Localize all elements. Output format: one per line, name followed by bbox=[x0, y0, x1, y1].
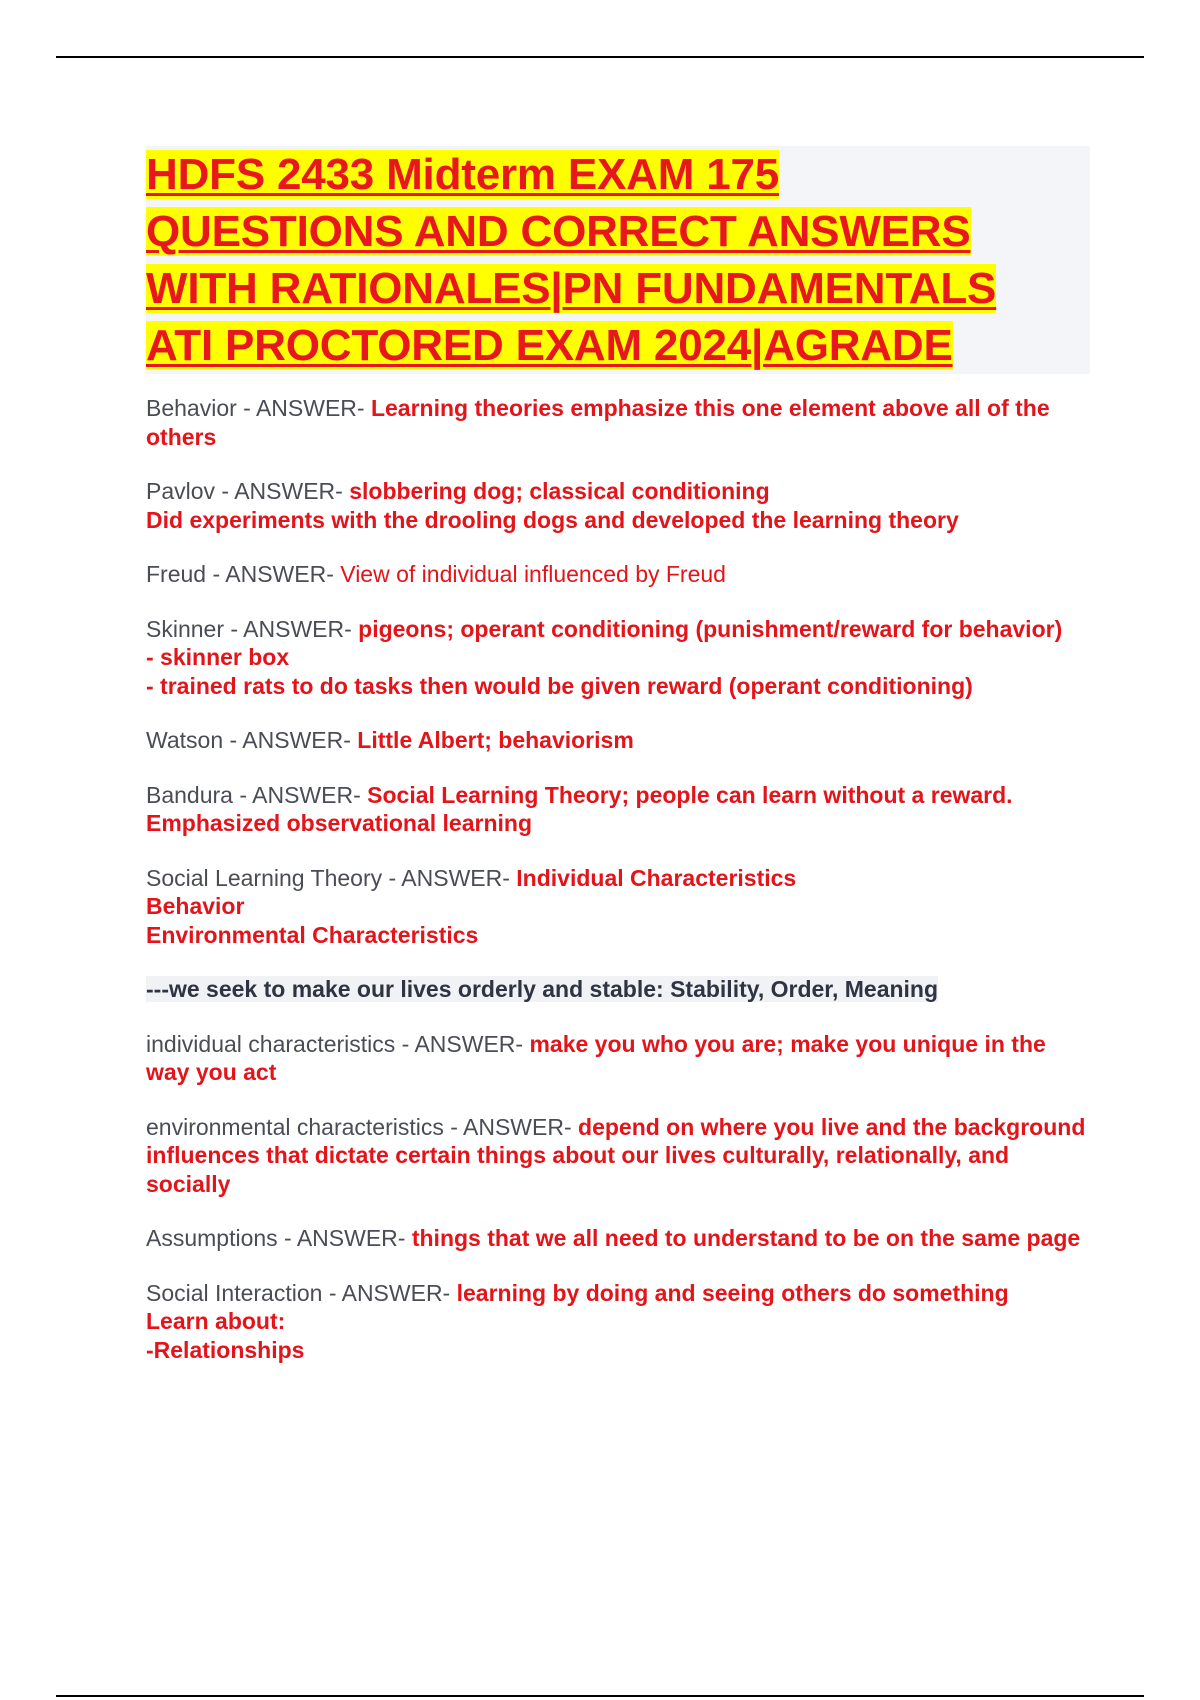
entry-answer: things that we all need to understand to be on the same page bbox=[411, 1225, 1081, 1251]
entry-answer: Individual Characteristics bbox=[516, 864, 797, 891]
entry-term: Social Learning Theory - ANSWER- bbox=[146, 864, 517, 891]
title-line: ATI PROCTORED EXAM 2024|AGRADE bbox=[146, 321, 953, 370]
entry-answer: slobbering dog; classical conditioning bbox=[349, 478, 770, 504]
entry-answer: Learning theories emphasize this one element above all of the others bbox=[146, 395, 1050, 450]
entry-term: Assumptions - ANSWER- bbox=[146, 1225, 412, 1251]
entry-answer: Little Albert; behaviorism bbox=[357, 727, 634, 753]
entry-term: Pavlov - ANSWER- bbox=[146, 478, 350, 504]
entry-answer-line: Learn about: bbox=[146, 1308, 286, 1334]
entry-term: individual characteristics - ANSWER- bbox=[146, 1030, 530, 1057]
entry-term: Bandura - ANSWER- bbox=[146, 781, 368, 808]
note-text: ---we seek to make our lives orderly and stable: Stability, Order, Meaning bbox=[146, 976, 939, 1002]
entry-answer-line: - skinner box bbox=[146, 644, 290, 670]
qa-entry-bandura bbox=[146, 781, 1086, 838]
entry-answer-line: -Relationships bbox=[146, 1336, 305, 1363]
entry-answer: depend on where you live and the background influences that dictate certain things about our lives culturally, relationally, and socially bbox=[146, 1113, 1086, 1197]
entry-term: Behavior - ANSWER- bbox=[146, 395, 371, 421]
qa-list bbox=[146, 394, 1086, 1390]
qa-entry-environmental-characteristics bbox=[146, 1113, 1086, 1199]
entry-answer-line: Environmental Characteristics bbox=[146, 921, 479, 948]
entry-term: environmental characteristics - ANSWER- bbox=[146, 1113, 579, 1140]
title-line: WITH RATIONALES|PN FUNDAMENTALS bbox=[146, 264, 997, 313]
entry-term: Skinner - ANSWER- bbox=[146, 615, 359, 642]
qa-entry-assumptions bbox=[146, 1224, 1086, 1253]
entry-answer: make you who you are; make you unique in the way you act bbox=[146, 1030, 1046, 1085]
top-rule bbox=[56, 56, 1144, 58]
qa-entry-individual-characteristics bbox=[146, 1030, 1086, 1087]
qa-entry-social-learning-theory bbox=[146, 864, 1086, 950]
qa-entry-freud bbox=[146, 560, 1086, 589]
qa-entry-behavior bbox=[146, 394, 1086, 451]
entry-answer-line: Did experiments with the drooling dogs and developed the learning theory bbox=[146, 506, 959, 533]
bottom-rule bbox=[56, 1695, 1144, 1697]
document-title bbox=[146, 146, 1090, 374]
entry-term: Watson - ANSWER- bbox=[146, 727, 358, 753]
entry-answer-line: - trained rats to do tasks then would be given reward (operant conditioning) bbox=[146, 672, 973, 699]
entry-answer: View of individual influenced by Freud bbox=[340, 561, 726, 587]
entry-answer-line: Emphasized observational learning bbox=[146, 810, 532, 836]
qa-entry-pavlov bbox=[146, 477, 1086, 534]
entry-answer: pigeons; operant conditioning (punishment/reward for behavior) bbox=[358, 615, 1063, 642]
entry-answer-line: Behavior bbox=[146, 893, 245, 919]
title-line: HDFS 2433 Midterm EXAM 175 bbox=[146, 150, 780, 199]
entry-answer: learning by doing and seeing others do something bbox=[456, 1279, 1009, 1306]
entry-term: Freud - ANSWER- bbox=[146, 561, 341, 587]
entry-answer: Social Learning Theory; people can learn without a reward. bbox=[367, 781, 1013, 808]
entry-term: Social Interaction - ANSWER- bbox=[146, 1279, 457, 1306]
qa-entry-watson bbox=[146, 726, 1086, 755]
note-block bbox=[146, 975, 1086, 1004]
qa-entry-skinner bbox=[146, 615, 1086, 701]
title-line: QUESTIONS AND CORRECT ANSWERS bbox=[146, 207, 971, 256]
qa-entry-social-interaction bbox=[146, 1279, 1086, 1365]
